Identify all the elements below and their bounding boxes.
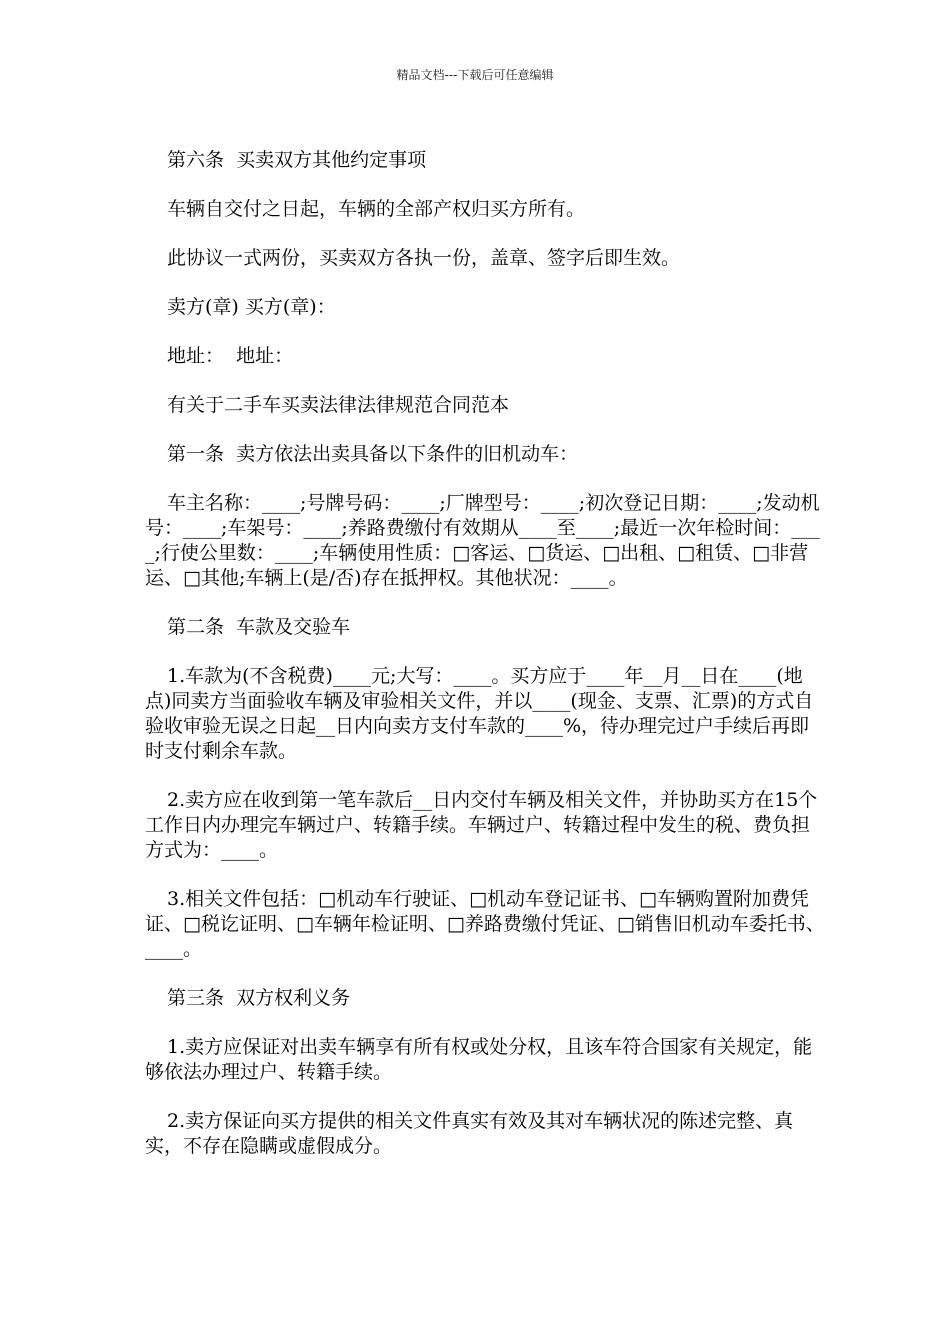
vehicle-details: 车主名称：____;号牌号码：____;厂牌型号：____;初次登记日期：____;发动机号：____;车架号：____;养路费缴付有效期从____至____;最近一次年检时间：____;行使公里数：____;车辆使用性质：□客运、□货运、□出租、□租赁、□非营运、□其他;车辆上(是/否)存在抵押权。其他状况：____。 bbox=[145, 492, 820, 589]
section-heading-3: 第三条 双方权利义务 bbox=[167, 987, 351, 1009]
paragraph: 此协议一式两份，买卖双方各执一份，盖章、签字后即生效。 bbox=[167, 247, 681, 269]
section-heading-6: 第六条 买卖双方其他约定事项 bbox=[167, 149, 427, 171]
section-heading-1: 第一条 卖方依法出卖具备以下条件的旧机动车： bbox=[167, 443, 579, 465]
clause-2-3: 3.相关文件包括：□机动车行驶证、□机动车登记证书、□车辆购置附加费凭证、□税讫证明、□车辆年检证明、□养路费缴付凭证、□销售旧机动车委托书、____。 bbox=[145, 888, 825, 960]
paragraph: 车辆自交付之日起，车辆的全部产权归买方所有。 bbox=[167, 198, 586, 220]
clause-3-2: 2.卖方保证向买方提供的相关文件真实有效及其对车辆状况的陈述完整、真实，不存在隐瞒或虚假成分。 bbox=[145, 1110, 794, 1157]
document-body bbox=[145, 148, 825, 1183]
address-line: 地址： 地址： bbox=[167, 345, 294, 367]
signature-line: 卖方(章) 买方(章)： bbox=[167, 296, 336, 318]
clause-3-1: 1.卖方应保证对出卖车辆享有所有权或处分权，且该车符合国家有关规定，能够依法办理过户、转籍手续。 bbox=[145, 1036, 813, 1083]
clause-2-1: 1.车款为(不含税费)____元;大写：____。买方应于____年__月__日在____(地点)同卖方当面验收车辆及审验相关文件，并以____(现金、支票、汇票)的方式自验收审验无误之日起__日内向卖方支付车款的____%，待办理完过户手续后再即时支付剩余车款。 bbox=[145, 665, 814, 762]
document-title: 有关于二手车买卖法律法律规范合同范本 bbox=[167, 394, 510, 416]
clause-2-2: 2.卖方应在收到第一笔车款后__日内交付车辆及相关文件，并协助买方在15个工作日内办理完车辆过户、转籍手续。车辆过户、转籍过程中发生的税、费负担方式为：____。 bbox=[145, 789, 818, 861]
section-heading-2: 第二条 车款及交验车 bbox=[167, 616, 351, 638]
page-header: 精品文档---下载后可任意编辑 bbox=[396, 68, 554, 82]
